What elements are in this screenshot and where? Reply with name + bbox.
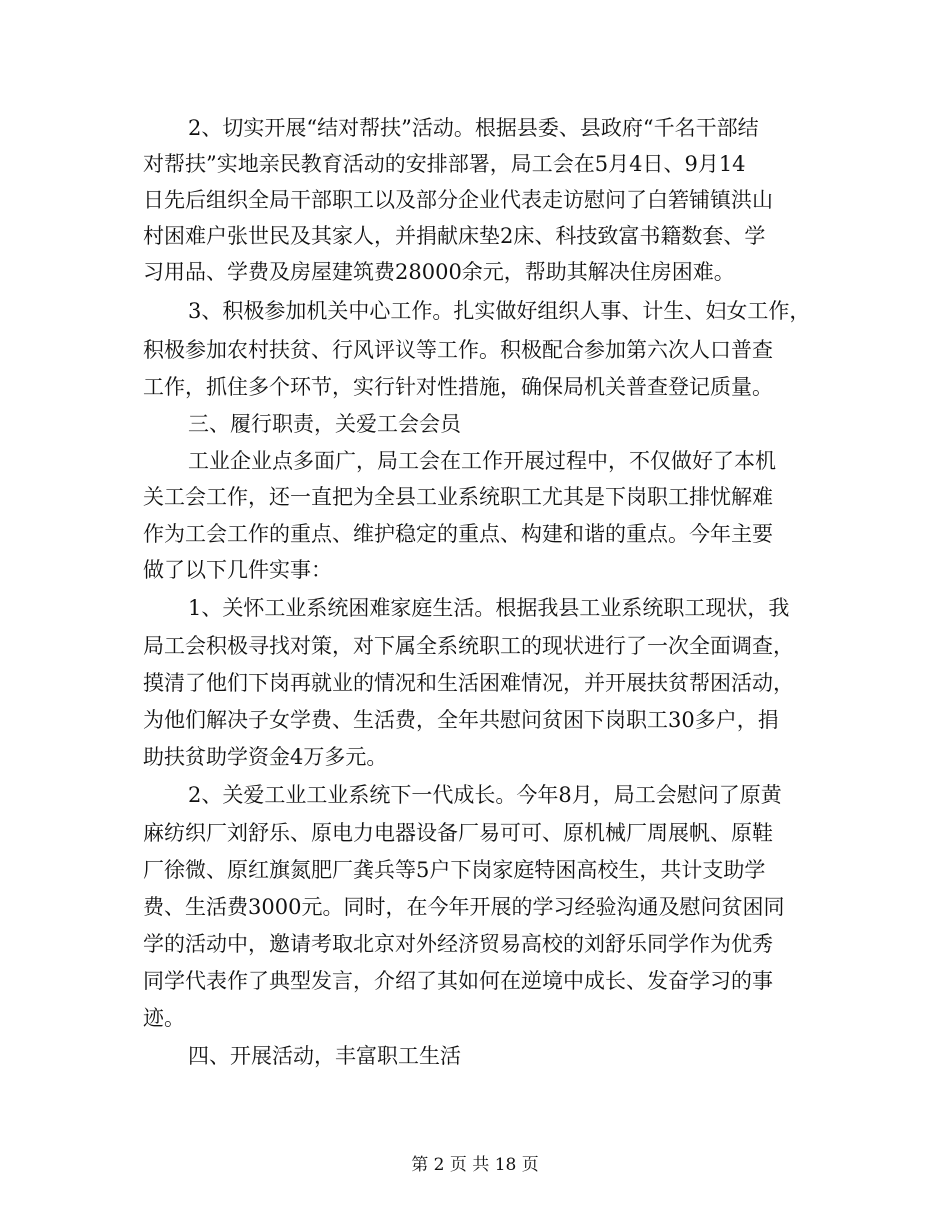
text-line: 对帮扶”实地亲民教育活动的安排部署，局工会在5月4日、9月14 (143, 152, 746, 176)
text-line: 学的活动中，邀请考取北京对外经济贸易高校的刘舒乐同学作为优秀 (143, 932, 773, 956)
text-line: 麻纺织厂刘舒乐、原电力电器设备厂易可可、原机械厂周展帆、原鞋 (143, 821, 773, 845)
text-line: 习用品、学费及房屋建筑费28000余元，帮助其解决住房困难。 (143, 260, 735, 284)
text-line: 2、关爱工业工业系统下一代成长。今年8月，局工会慰问了原黄 (188, 783, 782, 807)
text-line: 为他们解决子女学费、生活费，全年共慰问贫困下岗职工30多户，捐 (143, 708, 779, 732)
page-number: 第 2 页 共 18 页 (411, 1155, 539, 1175)
text-line: 同学代表作了典型发言，介绍了其如何在逆境中成长、发奋学习的事 (143, 969, 773, 993)
text-line: 费、生活费3000元。同时，在今年开展的学习经验沟通及慰问贫困同 (143, 895, 785, 919)
text-line: 迹。 (143, 1006, 185, 1030)
text-line: 局工会积极寻找对策，对下属全系统职工的现状进行了一次全面调查， (143, 634, 794, 658)
text-line: 厂徐微、原红旗氮肥厂龚兵等5户下岗家庭特困高校生，共计支助学 (143, 858, 766, 882)
text-line: 日先后组织全局干部职工以及部分企业代表走访慰问了白箬铺镇洪山 (143, 188, 773, 212)
text-line: 2、切实开展“结对帮扶”活动。根据县委、县政府“千名干部结 (188, 116, 759, 140)
text-line: 工业企业点多面广，局工会在工作开展过程中，不仅做好了本机 (188, 449, 776, 473)
text-line: 关工会工作，还一直把为全县工业系统职工尤其是下岗职工排忧解难 (143, 485, 773, 509)
text-line: 助扶贫助学资金4万多元。 (143, 745, 388, 769)
text-line: 做了以下几件实事： (143, 558, 332, 582)
text-line: 村困难户张世民及其家人，并捐献床垫2床、科技致富书籍数套、学 (143, 224, 766, 248)
text-line: 摸清了他们下岗再就业的情况和生活困难情况，并开展扶贫帮困活动， (143, 671, 794, 695)
text-line: 积极参加农村扶贫、行风评议等工作。积极配合参加第六次人口普查 (143, 338, 773, 362)
text-line: 3、积极参加机关中心工作。扎实做好组织人事、计生、妇女工作， (188, 299, 811, 323)
text-line: 作为工会工作的重点、维护稳定的重点、构建和谐的重点。今年主要 (143, 522, 773, 546)
section-heading: 四、开展活动，丰富职工生活 (188, 1044, 461, 1068)
text-line: 工作，抓住多个环节，实行针对性措施，确保局机关普查登记质量。 (143, 375, 773, 399)
section-heading: 三、履行职责，关爱工会会员 (188, 412, 461, 436)
text-line: 1、关怀工业系统困难家庭生活。根据我县工业系统职工现状，我 (188, 596, 790, 620)
